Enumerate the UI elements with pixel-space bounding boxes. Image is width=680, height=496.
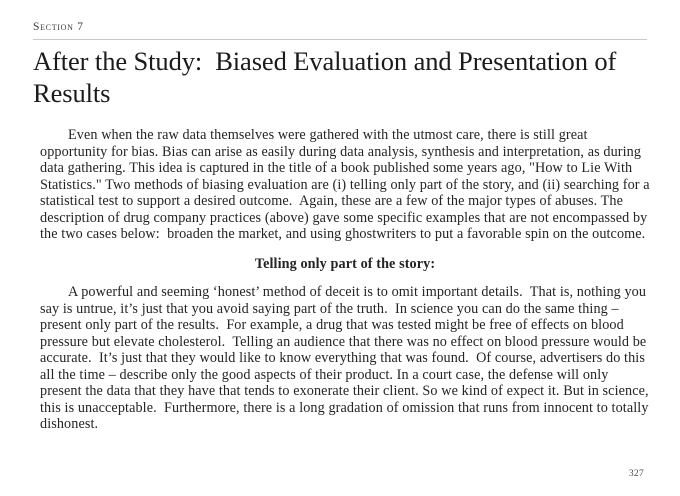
page-header [33, 21, 647, 109]
paragraph-intro: Even when the raw data themselves were gathered with the utmost care, there is still great opportunity for bias. Bias can arise as easily during data analysis, synthesis and interpretation, as during data gathering. This idea is captured in the title of a book published some years ago, "How to Lie With Statistics." Two methods of biasing evaluation are (i) telling only part of the story, and (ii) searching for a statistical test to support a desired outcome. Again, these are a few of the major types of abuses. The description of drug company practices (above) gave some specific examples that are not encompassed by the two cases below: broaden the market, and using ghostwriters to put a favorable spin on the outcome. [40, 127, 654, 243]
page-title: After the Study: Biased Evaluation and Presentation of Results [33, 45, 623, 108]
header-divider [33, 39, 647, 40]
document-body [40, 127, 654, 433]
page-number: 327 [628, 469, 644, 479]
section-label: Section 7 [33, 21, 84, 33]
paragraph-telling-only-part: A powerful and seeming ‘honest’ method of deceit is to omit important details. That is, nothing you say is untrue, it’s just that you avoid saying part of the truth. In science you can do the same thing – present only part of the results. For example, a drug that was tested might be free of effects on blood pressure but elevate cholesterol. Telling an audience that there was no effect on blood pressure would be accurate. It’s just that they would like to know everything that was found. Of course, advertisers do this all the time – describe only the good aspects of their product. In a court case, the defense will only present the data that they have that tends to exonerate their client. So we kind of expect it. But in science, this is unacceptable. Furthermore, there is a long gradation of omission that runs from innocent to totally dishonest. [40, 284, 653, 433]
subheading-telling-only-part: Telling only part of the story: [254, 255, 436, 272]
